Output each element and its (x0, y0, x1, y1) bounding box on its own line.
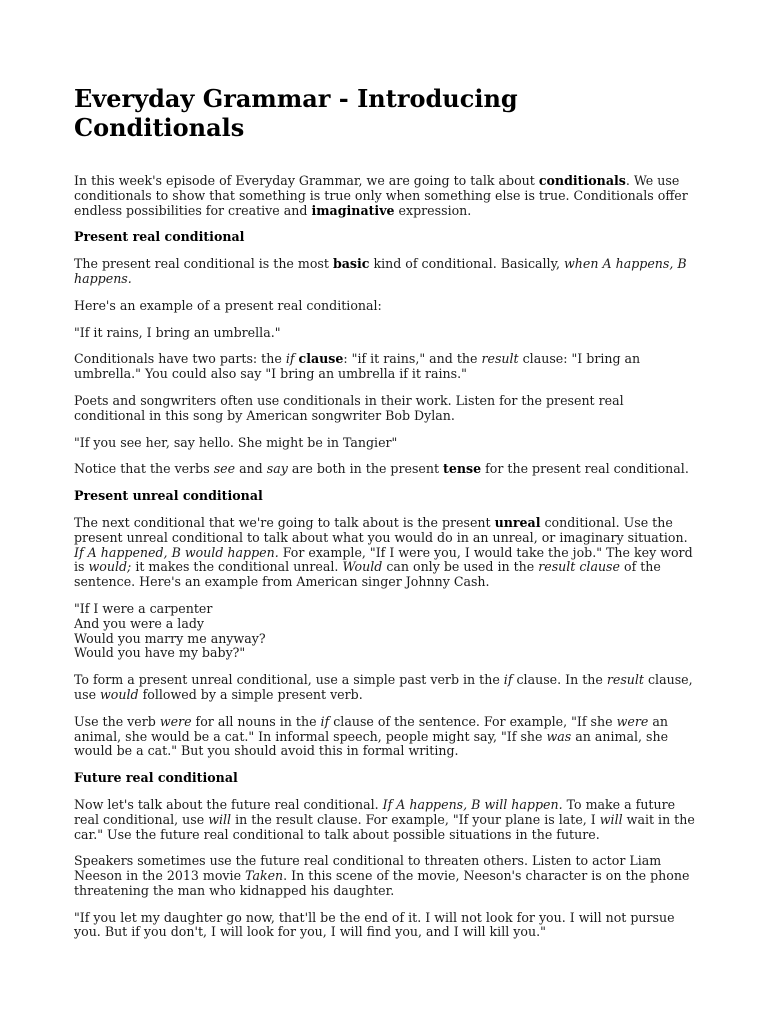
section-heading-future-real: Future real conditional (74, 770, 238, 786)
text-run: an animal, she would be a cat." In informal speech, people might say, "If she (74, 713, 668, 744)
text-run: clause of the sentence. For example, "If she (329, 713, 617, 729)
paragraph (74, 798, 696, 842)
italic-term: if (503, 672, 513, 688)
italic-term: say (266, 461, 288, 477)
paragraph (74, 854, 696, 898)
text-run: In this week's episode of Everyday Grammar, we are going to talk about (74, 173, 539, 188)
quote: "If you let my daughter go now, that'll be the end of it. I will not look for you. I will not pursue you. But if you don't, I will look for you, I will find you, and I will kill you." (74, 909, 675, 940)
text-run: are both in the present (287, 461, 444, 477)
text-run: clause: "I bring an umbrella." You could also say "I bring an umbrella if it rains." (74, 351, 641, 382)
italic-term: will (208, 811, 232, 827)
paragraph (74, 257, 696, 287)
italic-term: were (159, 713, 192, 729)
italic-term: would; (88, 559, 132, 575)
text-run: conditional. Use the present unreal conditional to talk about what you would do in an unreal, or imaginary situation. (74, 514, 688, 545)
italic-term: If A happened, B would happen. (74, 544, 279, 560)
text-run: in the result clause. For example, "If your plane is late, I (231, 811, 600, 827)
lyrics-quote (74, 602, 696, 661)
paragraph (74, 516, 696, 590)
italic-term: Would (342, 559, 383, 575)
text-run: . In this scene of the movie, Neeson's character is on the phone threatening the man who kidnapped his daughter. (74, 868, 690, 898)
text-run: and (235, 461, 267, 477)
intro-paragraph (74, 174, 696, 218)
text-run: Speakers sometimes use the future real conditional to threaten others. Listen to actor Liam Neeson in the 2013 movie (74, 853, 662, 884)
bold-term: clause (298, 351, 344, 367)
section-heading-present-unreal: Present unreal conditional (74, 488, 263, 504)
text-run: for the present real conditional. (481, 461, 689, 477)
text-run: Use the verb (74, 713, 160, 729)
text-run: The next conditional that we're going to talk about is the present (74, 514, 495, 530)
text-run: it makes the conditional unreal. (131, 559, 343, 575)
quote: "If you see her, say hello. She might be in Tangier" (74, 434, 398, 450)
text-run: wait in the car." Use the future real conditional to talk about possible situations in the future. (74, 811, 695, 842)
text-run: For example, "If I were you, I would take the job." The key word is (74, 544, 693, 575)
document (74, 84, 696, 952)
text-run: . We use conditionals to show that something is true only when something else is true. Conditionals offer endless possibilities for creative and (74, 173, 688, 218)
text-run: The present real conditional is the most (74, 256, 333, 272)
italic-term: if (285, 351, 295, 367)
text-run: followed by a simple present verb. (138, 686, 363, 702)
bold-term: imaginative (311, 202, 395, 218)
bold-term: tense (443, 461, 482, 477)
paragraph: Poets and songwriters often use conditionals in their work. Listen for the present real conditional in this song by American songwriter Bob Dylan. (74, 392, 624, 423)
text-run: : "if it rains," and the (343, 351, 482, 367)
text-run: Conditionals have two parts: the (74, 351, 286, 367)
lyric-line: "If I were a carpenter (74, 600, 213, 616)
italic-term: when A happens, B happens. (74, 256, 687, 286)
lyric-line: Would you have my baby?" (74, 645, 246, 661)
text-run: To form a present unreal conditional, use a simple past verb in the (74, 672, 504, 688)
italic-term: result (481, 351, 519, 367)
text-run: Notice that the verbs (74, 461, 214, 477)
italic-term: will (599, 811, 623, 827)
italic-term: was (546, 728, 572, 744)
text-run: clause. In the (512, 672, 607, 688)
quote: "If it rains, I bring an umbrella." (74, 324, 281, 340)
text-run: expression. (394, 202, 472, 218)
text-run: kind of conditional. Basically, (369, 256, 565, 272)
text-run: an animal, she would be a cat." But you should avoid this in formal writing. (74, 728, 669, 759)
italic-term: If A happens, B will happen. (382, 796, 563, 812)
paragraph (74, 352, 696, 382)
text-run: can only be used in the (382, 559, 539, 575)
italic-term: result clause (538, 559, 620, 575)
italic-term: result (606, 672, 644, 688)
paragraph (74, 715, 696, 759)
italic-term: see (213, 461, 236, 477)
text-run: clause, use (74, 672, 693, 702)
italic-term: would (100, 686, 139, 702)
page-title: Everyday Grammar - Introducing Conditionals (74, 84, 518, 142)
paragraph (74, 673, 696, 703)
text-run: Now let's talk about the future real conditional. (74, 796, 383, 812)
paragraph (74, 462, 696, 477)
bold-term: basic (332, 256, 370, 272)
italic-term: were (616, 713, 649, 729)
italic-term: if (320, 713, 330, 729)
text-run: for all nouns in the (191, 713, 321, 729)
lyric-line: And you were a lady (74, 615, 205, 631)
section-heading-present-real: Present real conditional (74, 229, 245, 245)
italic-term: Taken (245, 868, 284, 884)
text-run: of the sentence. Here's an example from American singer Johnny Cash. (74, 559, 661, 590)
bold-term: conditionals (538, 173, 626, 188)
lyric-line: Would you marry me anyway? (74, 630, 266, 646)
text-run: To make a future real conditional, use (74, 796, 676, 827)
paragraph: Here's an example of a present real conditional: (74, 297, 382, 313)
bold-term: unreal (494, 514, 541, 530)
